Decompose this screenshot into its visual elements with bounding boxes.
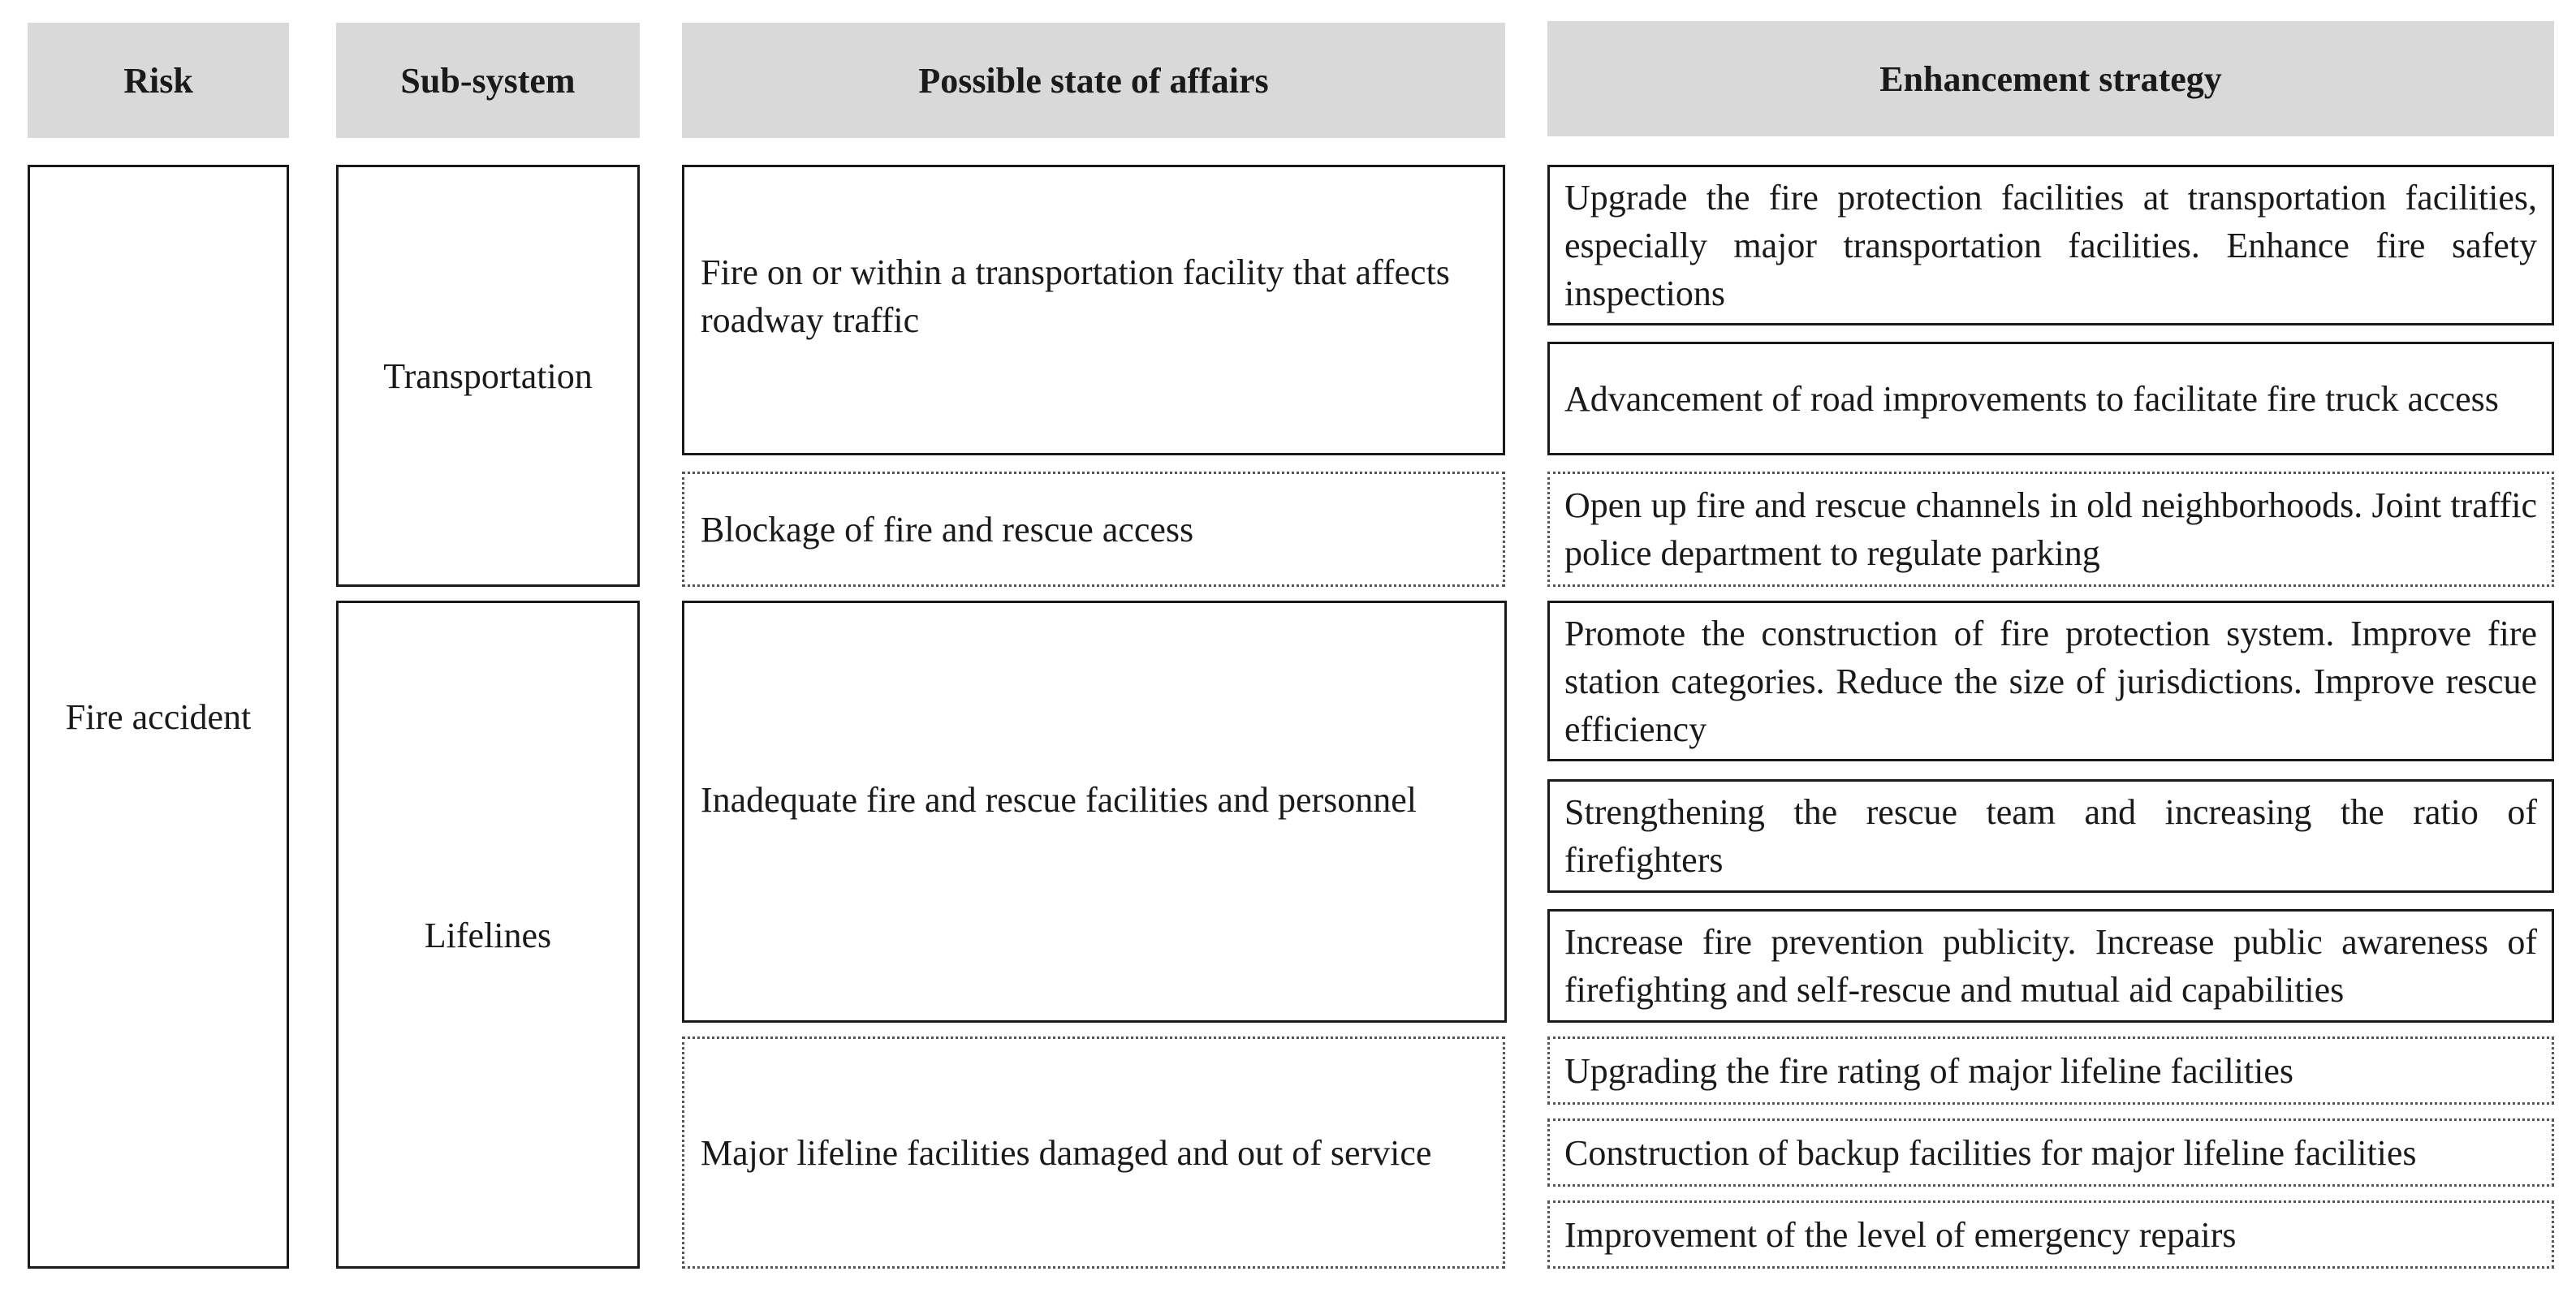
- state-text: Fire on or within a transportation facility that affects roadway traffic: [701, 252, 1450, 340]
- strategy-text: Increase fire prevention publicity. Increase public awareness of firefighting and self-rescue and mutual aid capabilities: [1564, 922, 2537, 1010]
- strategy-cell: [1547, 165, 2554, 325]
- state-cell-transport-fire: [682, 165, 1505, 455]
- strategy-cell: [1547, 1037, 2554, 1105]
- strategy-cell: [1547, 342, 2554, 455]
- strategy-cell: [1547, 601, 2554, 761]
- subsystem-cell-transportation: Transportation: [336, 165, 640, 587]
- header-enhancement-strategy: Enhancement strategy: [1547, 21, 2554, 136]
- state-text: Blockage of fire and rescue access: [701, 509, 1194, 550]
- strategy-cell: [1547, 472, 2554, 587]
- header-subsystem: Sub-system: [336, 23, 640, 138]
- strategy-text: Improvement of the level of emergency repairs: [1564, 1214, 2237, 1255]
- strategy-text: Advancement of road improvements to facilitate fire truck access: [1564, 378, 2499, 419]
- header-risk: Risk: [28, 23, 289, 138]
- strategy-text: Construction of backup facilities for major lifeline facilities: [1564, 1132, 2417, 1173]
- state-text: Major lifeline facilities damaged and out of service: [701, 1132, 1432, 1173]
- strategy-cell: [1547, 1200, 2554, 1269]
- strategy-text: Upgrading the fire rating of major lifeline facilities: [1564, 1050, 2294, 1091]
- strategy-cell: [1547, 779, 2554, 893]
- state-cell-inadequate-facilities: [682, 601, 1507, 1023]
- state-cell-lifeline-damage: [682, 1037, 1505, 1269]
- state-cell-blockage: [682, 472, 1505, 587]
- strategy-cell: [1547, 909, 2554, 1023]
- strategy-cell: [1547, 1118, 2554, 1187]
- risk-cell: Fire accident: [28, 165, 289, 1269]
- subsystem-cell-lifelines: Lifelines: [336, 601, 640, 1269]
- state-text: Inadequate fire and rescue facilities and personnel: [701, 779, 1417, 820]
- header-possible-state: Possible state of affairs: [682, 23, 1505, 138]
- strategy-text: Promote the construction of fire protection system. Improve fire station categories. Reduce the size of jurisdictions. Improve rescue efficiency: [1564, 613, 2537, 749]
- strategy-text: Upgrade the fire protection facilities at transportation facilities, especially major transportation facilities. Enhance fire safety inspections: [1564, 177, 2537, 313]
- strategy-text: Strengthening the rescue team and increasing the ratio of firefighters: [1564, 792, 2537, 880]
- strategy-text: Open up fire and rescue channels in old neighborhoods. Joint traffic police department to regulate parking: [1564, 485, 2537, 573]
